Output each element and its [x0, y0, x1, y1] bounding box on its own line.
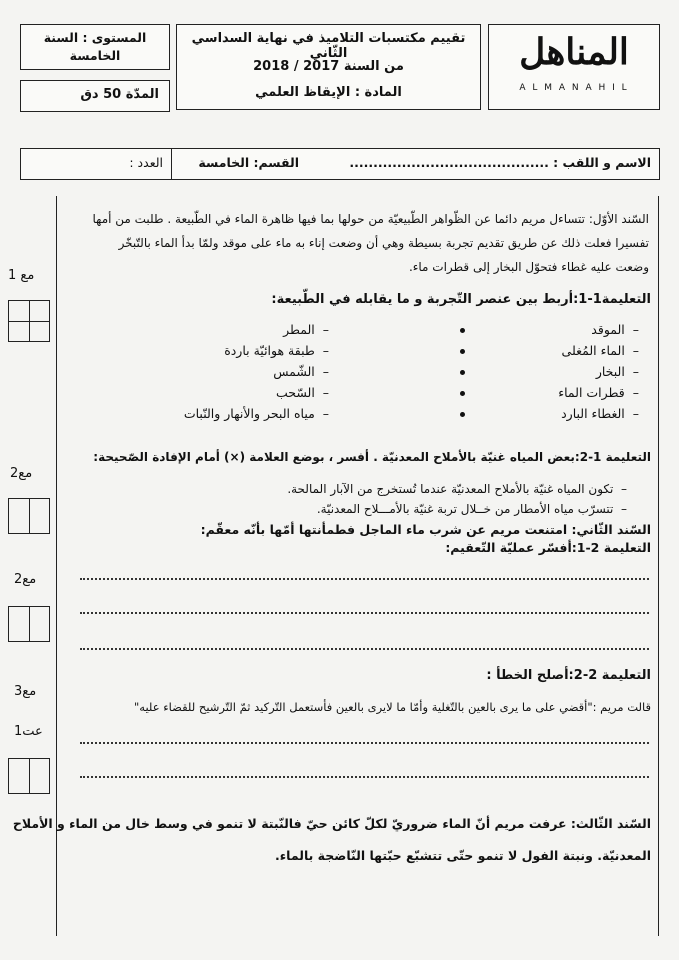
match-right-1: – المطر: [283, 322, 329, 337]
match-right-2: – طبقة هوائيّة باردة: [224, 343, 329, 358]
match-dot-5[interactable]: [460, 412, 465, 417]
q2-1-title: التعليمة 2-1:أفسّر عمليّة التّعقيم:: [445, 540, 651, 555]
answer-line-5[interactable]: [80, 776, 649, 778]
header-level-box: [20, 24, 170, 70]
match-left-2: – الماء المُغلى: [561, 343, 639, 358]
exam-year: من السنة 2017 / 2018: [253, 59, 404, 74]
criterion-1-grid[interactable]: [8, 300, 50, 342]
answer-line-2[interactable]: [80, 612, 649, 614]
logo-subtitle: A L M A N A H I L: [519, 83, 629, 93]
criterion-2a-grid[interactable]: [8, 498, 50, 534]
q1-1-title: التعليمة1-1:أربط بين عنصر التّجربة و ما يقابله في الطّبيعة:: [271, 292, 651, 307]
class-field: القسم: الخامسة: [198, 155, 299, 170]
sanad1-line1: السّند الأوّل: تتساءل مريم دائما عن الظّواهر الطّبيعيّة من حولها بما فيها ظاهرة الماء في الطّبيعة . طلبت من أمها: [92, 212, 649, 226]
match-dot-3[interactable]: [460, 370, 465, 375]
criterion-3-grid[interactable]: [8, 758, 50, 794]
answer-line-1[interactable]: [80, 578, 649, 580]
sanad3-line2: المعدنيّة. ونبتة الفول لا تنمو حتّى تتشبّع حبّتها النّاضجة بالماء.: [275, 848, 651, 863]
header-title-box: [176, 24, 481, 110]
q1-2-item-1[interactable]: – تكون المياه غنيّة بالأملاح المعدنيّة عندما تُستخرج من الآبار المالحة.: [287, 482, 627, 496]
sanad1-line2: تفسيرا فعلت ذلك عن طريق تقديم تجربة بسيطة وهي أن وضعت إناء به ماء على موقد ولمّا بدأ الماء بالتّبخّر: [118, 236, 649, 250]
criterion-1-label: مع 1: [8, 268, 35, 283]
match-dot-4[interactable]: [460, 391, 465, 396]
match-left-1: – الموقد: [591, 322, 639, 337]
answer-line-4[interactable]: [80, 742, 649, 744]
q2-2-title: التعليمة 2-2:أصلح الخطأ :: [486, 668, 651, 683]
sanad2-text: السّند الثّاني: امتنعت مريم عن شرب ماء الماجل فطمأنتها أمّها بأنّه معقّم:: [200, 522, 651, 537]
level-label: المستوى : السنة الخامسة: [43, 30, 147, 63]
match-dot-1[interactable]: [460, 328, 465, 333]
header-duration-box: [20, 80, 170, 112]
q2-2-quote: قالت مريم :"أقضي على ما يرى بالعين بالتّغلية وأمّا ما لايرى بالعين فأستعمل التّركيد ثمّ التّرشيح للقضاء عليه": [133, 700, 651, 714]
match-left-3: – البخار: [595, 364, 639, 379]
criterion-3-label: مع3: [14, 684, 37, 699]
name-field[interactable]: الاسم و اللقب : ..........................................: [349, 155, 651, 170]
criterion-2b-grid[interactable]: [8, 606, 50, 642]
match-right-4: – السّحب: [276, 385, 329, 400]
match-right-3: – الشّمس: [273, 364, 329, 379]
sanad3-line1: السّند الثّالث: عرفت مريم أنّ الماء ضروريّ لكلّ كائن حيّ فالنّبتة لا تنمو في وسط خال من الماء و الأملاح: [12, 816, 651, 831]
match-dot-2[interactable]: [460, 349, 465, 354]
number-field[interactable]: [21, 149, 172, 179]
q1-2-title: التعليمة 1-2:بعض المياه غنيّة بالأملاح المعدنيّة . أفسر ، بوضع العلامة (×) أمام الإفادة الصّحيحة:: [93, 450, 651, 464]
sanad1-line3: وضعت عليه غطاء فتحوّل البخار إلى قطرات ماء.: [408, 260, 649, 274]
exam-title: تقييم مكتسبات التلاميذ في نهاية السداسي الثّاني: [191, 31, 466, 61]
match-right-5: – مياه البحر والأنهار والنّبات: [183, 406, 329, 421]
criterion-e1-label: عت1: [14, 724, 43, 739]
criterion-2a-label: مع2: [10, 466, 33, 481]
exam-subject: المادة : الإيقاظ العلمي: [255, 85, 402, 100]
number-label: العدد :: [129, 155, 163, 170]
match-left-5: – الغطاء البارد: [561, 406, 639, 421]
match-left-4: – قطرات الماء: [558, 385, 639, 400]
header-logo-box: [488, 24, 660, 110]
q1-2-item-2[interactable]: – تتسرّب مياه الأمطار من خــلال تربة غنيّة بالأمـــلاح المعدنيّة.: [316, 502, 627, 516]
criterion-2b-label: مع2: [14, 572, 37, 587]
student-row: [20, 148, 660, 180]
logo: المناهل: [519, 31, 629, 73]
duration-label: المدّة 50 دق: [80, 87, 159, 102]
answer-line-3[interactable]: [80, 648, 649, 650]
